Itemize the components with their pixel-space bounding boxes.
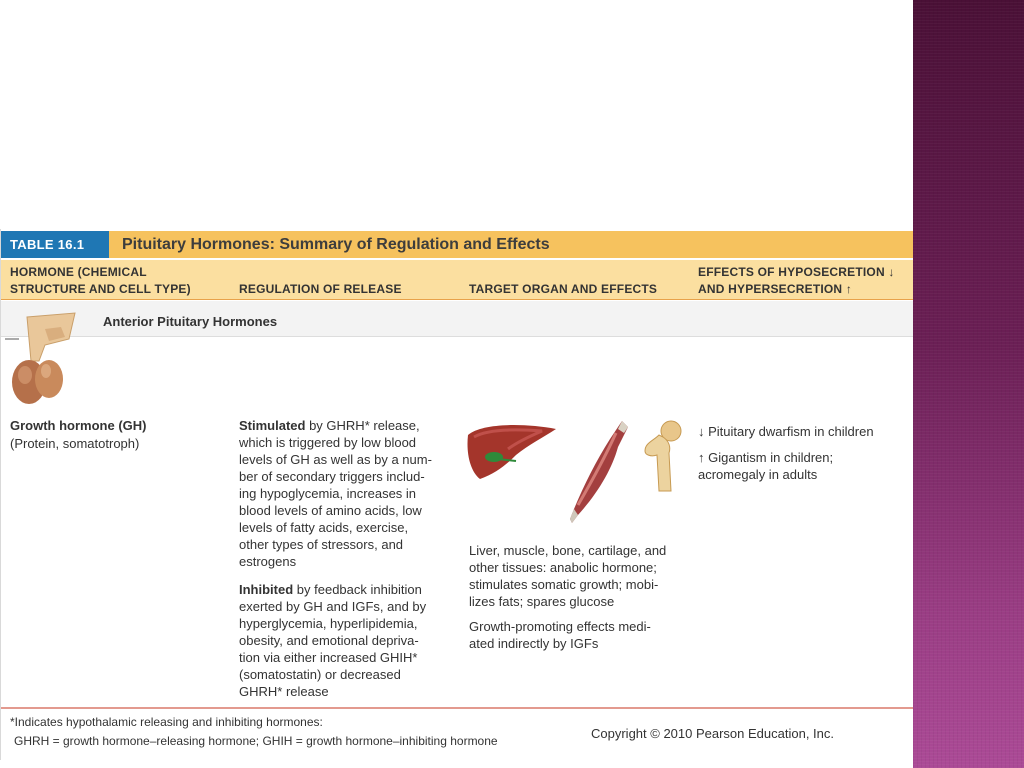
pituitary-gland-icon xyxy=(5,309,81,409)
column-header-target: TARGET ORGAN AND EFFECTS xyxy=(469,282,658,296)
hormone-detail: (Protein, somatotroph) xyxy=(10,436,140,451)
column-header-hormone: HORMONE (CHEMICAL STRUCTURE AND CELL TYPE) xyxy=(10,265,191,296)
muscle-icon xyxy=(566,419,636,527)
table-bottom-rule xyxy=(1,707,914,709)
column-header-row xyxy=(1,260,914,300)
column-header-regulation: REGULATION OF RELEASE xyxy=(239,282,402,296)
target-effects: Liver, muscle, bone, cartilage, and other tissues: anabolic hormone; stimulates somatic growth; mobi- lizes fats; spares glucose xyxy=(469,543,667,609)
table-title: Pituitary Hormones: Summary of Regulation and Effects xyxy=(122,236,550,253)
hormone-name: Growth hormone (GH) xyxy=(10,418,147,433)
copyright-notice: Copyright © 2010 Pearson Education, Inc. xyxy=(591,726,835,741)
footnote-indicator: *Indicates hypothalamic releasing and inhibiting hormones: xyxy=(10,715,323,729)
target-effects-igf: Growth-promoting effects medi- ated indirectly by IGFs xyxy=(469,619,651,651)
table-figure xyxy=(0,229,914,760)
hyposecretion-effect: ↓ Pituitary dwarfism in children xyxy=(698,424,874,439)
regulation-inhibited: Inhibited by feedback inhibition exerted by GH and IGFs, and by hyperglycemia, hyperlipidemia, obesity, and emotional depriva- tion via either increased GHIH* (somatostatin) or decreased GHRH* release xyxy=(239,582,427,699)
regulation-stimulated: Stimulated by GHRH* release, which is triggered by low blood levels of GH as well as by a num- ber of secondary triggers includ- ing hypoglycemia, increases in blood levels of amino acids, low levels of fatty acids, exercise, other types of stressors, and estrogens xyxy=(239,418,432,569)
column-header-secretion-effects: EFFECTS OF HYPOSECRETION ↓ AND HYPERSECRETION ↑ xyxy=(698,265,895,296)
table-label: TABLE 16.1 xyxy=(1,231,109,258)
section-label: Anterior Pituitary Hormones xyxy=(103,314,278,329)
bone-icon xyxy=(639,419,689,495)
liver-icon xyxy=(464,421,559,483)
table-title-bar xyxy=(1,231,914,258)
decorative-side-bar xyxy=(913,0,1024,768)
footnote-abbreviations: GHRH = growth hormone–releasing hormone; GHIH = growth hormone–inhibiting hormone xyxy=(14,734,498,748)
hypersecretion-effect: ↑ Gigantism in children; acromegaly in adults xyxy=(698,450,834,482)
